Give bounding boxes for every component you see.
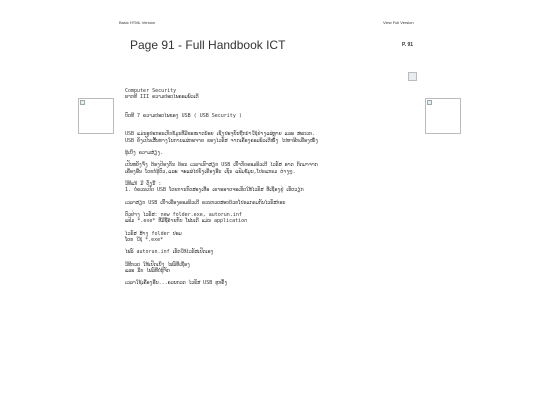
text-line: ເວລາສຽບ USB ເຂົ້າເຄື່ອງຄອມພິວເຕີ ຄວນກວດສອບດ້ວຍໂປຣແກຣມກັນໄວຣັສກ່ອນ — [125, 199, 286, 206]
text-line: ພາກທີ III ຄວາມປອດໄພຄອມພິວເຕີ — [125, 94, 199, 101]
text-line: ແຟ້ມ *.exe* ທີ່ມີຊື່ຄ້າຍກັບ ໂຟນເດີ ແມ່ນ application — [125, 218, 248, 225]
text-line: ໄວຣັສ ສ້າງ folder ປອມ — [125, 230, 182, 237]
text-line: ແລະ ລຶບ ໄຟລ໌ທີ່ບໍ່ຮູ້ຈັກ — [125, 267, 170, 274]
text-line: Computer Security — [125, 88, 177, 94]
text-line: ຕົວຢ່າງ ໄວຣັສ: new folder.exe, autorun.inf — [125, 212, 242, 219]
text-line: ບົດທີ 7 ຄວາມປອດໄພຂອງ USB ( USB Security ) — [125, 112, 242, 119]
page-text-content — [125, 88, 415, 287]
text-line: ຮູ້ເບິ່ງ ຄວາມສ່ຽງ. — [125, 150, 164, 157]
view-full-version-link[interactable]: View Full Version — [383, 20, 414, 25]
basic-html-version-link[interactable]: Basic HTML Version — [119, 20, 156, 25]
next-page-image[interactable] — [425, 98, 461, 134]
text-line: USB ຍັງເປັນເສັ້ນທາງໃນການແຜ່ກະຈາຍ ຂອງໄວຣັສ ຈາກເຄື່ອງຄອມພິວເຕີໜຶ່ງ ໄປຫາອີກເຄື່ອງໜຶ່ງ — [125, 137, 319, 144]
text-line: ວິທີແກ້ ມີ ດັ່ງນີ້ : — [125, 181, 162, 188]
text-line: ວິທີກວດ ໃຫ້ເປີດເບິ່ງ ໄຟລ໌ທີ່ເຊື່ອງ — [125, 261, 191, 268]
text-line: ເປັນຫຍັງຈຶ່ງ ຕ້ອງປ້ອງກັນ ຍ້ອນ ເວລາເຮົາສຽບ USB ເຂົ້າກັບຄອມພິວເຕີ ໄວຣັສ ອາດ ຕິດມາຈາກ — [125, 162, 318, 169]
text-line: 1. ບໍ່ຄວນເປີດ USB ໂດຍການກົດສອງເທື່ອ ເພາະອາດຈະເຮັດໃຫ້ໄວຣັສ ທີ່ເຊື່ອງຢູ່ ເຮັດວຽກ — [125, 187, 304, 194]
page-title: Page 91 - Full Handbook ICT — [130, 38, 286, 52]
broken-image-icon — [408, 72, 417, 81]
text-line: ໂດຍ ໃຊ້ *.exe* — [125, 236, 164, 243]
page-number-label: P. 91 — [402, 42, 414, 48]
text-line: ໄຟລ໌ autorun.inf ເຮັດໃຫ້ໄວຣັສເປີດເອງ — [125, 249, 214, 256]
text-line: ເຄື່ອງອື່ນ ໂດຍບໍ່ຮູ້ຕົວ,ແລະ ຈະແຜ່ໄປຍັງເຄື່ອງອື່ນ ເຊັ່ນ ແຟ້ມຂໍ້ມູນ,ໂປຣແກຣມ ຕ່າງໆ. — [125, 168, 296, 175]
text-line: ເວລາໃຊ້ເຄື່ອງອື່ນ...ຄວນກວດ ໄວຣັສ USB ທຸກຄັ້ງ — [125, 280, 228, 287]
text-line: USB ແມ່ນອຸປະກອນເກັບຂໍ້ມູນທີ່ມີຂະໜາດນ້ອຍ ເຊິ່ງປະຈຸບັນຖືກນຳໃຊ້ຢ່າງແຜ່ຫຼາຍ ແລະ ສະດວກ. — [125, 131, 316, 138]
previous-page-image[interactable] — [78, 98, 114, 134]
